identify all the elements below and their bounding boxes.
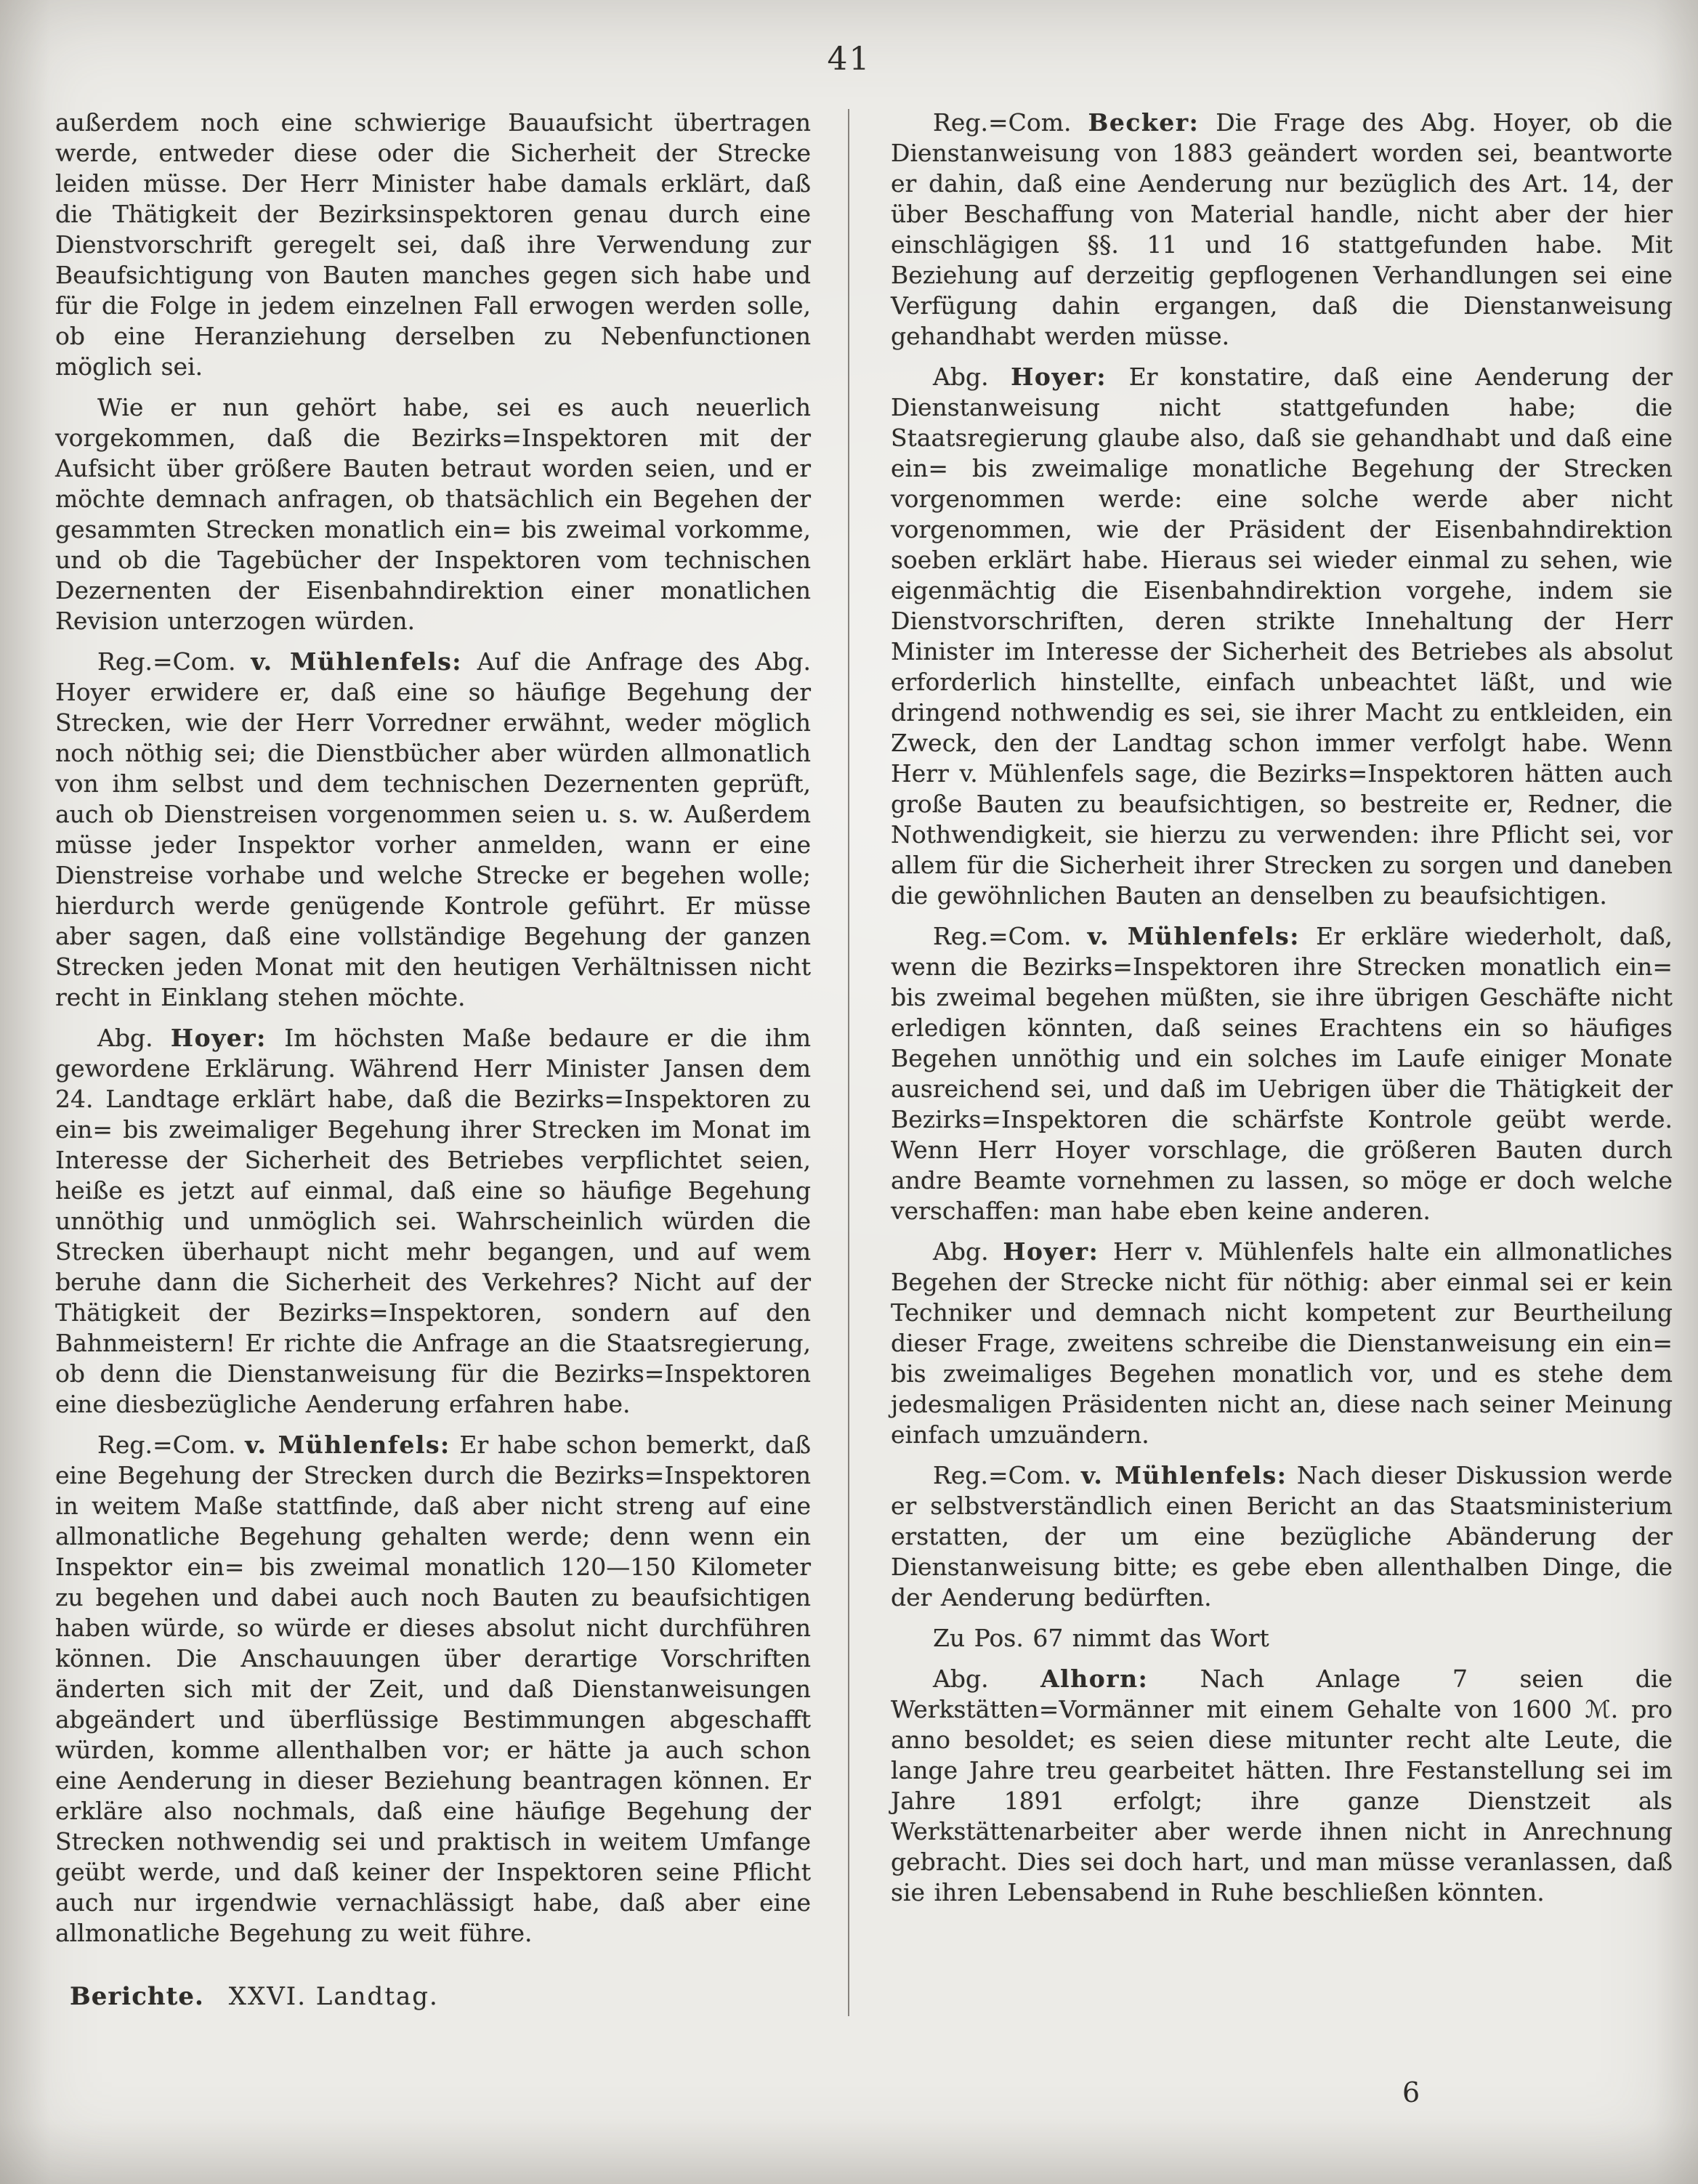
speaker-prefix: Reg.=Com. [933, 108, 1088, 137]
speaker-name: v. Mühlenfels: [1087, 922, 1300, 950]
page-number: 41 [827, 41, 871, 78]
paragraph: Abg. Hoyer: Herr v. Mühlenfels halte ein allmonatliches Begehen der Strecke nicht für nöthig: aber einmal sei er kein Techniker und demnach nicht kompetent zur Beurtheilung dieser Frage, zweitens schreibe die Dienstanweisung ein ein= bis zweimaliges Begehen monatlich vor, und es stehe dem jedesmaligen Präsidenten nicht an, diese nach seiner Meinung einfach umzuändern. [891, 1237, 1673, 1449]
column-right [891, 108, 1673, 1918]
speaker-name: Hoyer: [170, 1024, 267, 1052]
footer-volume-line [70, 1982, 439, 2011]
speaker-prefix: Reg.=Com. [933, 922, 1088, 950]
paragraph: Abg. Alhorn: Nach Anlage 7 seien die Werkstätten=Vormänner mit einem Gehalte von 1600 ℳ. pro anno besoldet; es seien diese mitunter recht alte Leute, die lange Jahre treu gearbeitet hätten. Ihre Festanstellung sei im Jahre 1891 erfolgt; ihre ganze Dienstzeit als Werkstättenarbeiter aber werde ihnen nicht in Anrechnung gebracht. Dies sei doch hart, und man müsse veranlassen, daß sie ihren Lebensabend in Ruhe beschließen könnten. [891, 1665, 1673, 1906]
speaker-prefix: Reg.=Com. [933, 1461, 1082, 1489]
paragraph: Reg.=Com. Becker: Die Frage des Abg. Hoyer, ob die Dienstanweisung von 1883 geändert worden sei, beantworte er dahin, daß eine Aenderung nur bezüglich des Art. 14, der über Beschaffung von Material handle, nicht aber der hier einschlägigen §§. 11 und 16 stattgefunden habe. Mit Beziehung auf derzeitig gepflogenen Verhandlungen sei eine Verfügung dahin ergangen, daß die Dienstanweisung gehandhabt werden müsse. [891, 108, 1673, 350]
paragraph: Reg.=Com. v. Mühlenfels: Er erkläre wiederholt, daß, wenn die Bezirks=Inspektoren ihre Strecken monatlich ein= bis zweimal begehen müßten, sie ihre übrigen Geschäfte nicht erledigen könnten, daß seines Erachtens ein so häufiges Begehen unnöthig und ein solches im Laufe einiger Monate ausreichend sei, und daß im Uebrigen über die Thätigkeit der Bezirks=Inspektoren die schärfste Kontrole geübt werde. Wenn Herr Hoyer vorschlage, die größeren Bauten durch andre Beamte vornehmen zu lassen, so möge er doch welche verschaffen: man habe eben keine anderen. [891, 922, 1673, 1225]
paragraph: Abg. Hoyer: Im höchsten Maße bedaure er die ihm gewordene Erklärung. Während Herr Minister Jansen dem 24. Landtage erklärt habe, daß die Bezirks=Inspektoren zu ein= bis zweimaliger Begehung ihrer Strecken im Monat im Interesse der Sicherheit des Betriebes verpflichtet seien, heiße es jetzt auf einmal, daß eine so häufige Begehung unnöthig und unmöglich sei. Wahrscheinlich würden die Strecken überhaupt nicht mehr begangen, und auf wem beruhe dann die Sicherheit des Verkehres? Nicht auf der Thätigkeit der Bezirks=Inspektoren, sondern auf den Bahnmeistern! Er richte die Anfrage an die Staatsregierung, ob denn die Dienstanweisung für die Bezirks=Inspektoren eine diesbezügliche Aenderung erfahren habe. [55, 1024, 811, 1418]
speaker-prefix: Abg. [97, 1024, 171, 1052]
footer-session-label: XXVI. Landtag. [228, 1982, 439, 2011]
speaker-prefix: Reg.=Com. [97, 1431, 246, 1459]
speaker-name: Hoyer: [1011, 363, 1107, 391]
sheet-signature-number: 6 [1402, 2076, 1420, 2108]
speaker-prefix: Reg.=Com. [97, 647, 251, 676]
paragraph: Zu Pos. 67 nimmt das Wort [933, 1624, 1269, 1652]
speaker-name: v. Mühlenfels: [245, 1431, 450, 1459]
column-divider [848, 109, 849, 2016]
column-left [55, 108, 811, 1959]
paragraph: Reg.=Com. v. Mühlenfels: Er habe schon bemerkt, daß eine Begehung der Strecken durch die Bezirks=Inspektoren in weitem Maße stattfinde, daß aber nicht streng auf eine allmonatliche Begehung gehalten werde; denn wenn ein Inspektor ein= bis zweimal monatlich 120—150 Kilometer zu begehen und dabei auch noch Bauten zu beaufsichtigen haben würde, so würde er dieses absolut nicht durchführen können. Die Anschauungen über derartige Vorschriften änderten sich mit der Zeit, und daß Dienstanweisungen abgeändert und überflüssige Bestimmungen abgeschafft würden, komme allenthalben vor; er hätte ja auch schon eine Aenderung in dieser Beziehung beantragen können. Er erkläre also nochmals, daß eine häufige Begehung der Strecken nothwendig sei und praktisch in weitem Umfange geübt werde, und daß keiner der Inspektoren seine Pflicht auch nur irgendwie vernachlässigt habe, daß aber eine allmonatliche Begehung zu weit führe. [55, 1431, 812, 1947]
footer-series-label: Berichte. [70, 1982, 204, 2011]
speaker-prefix: Abg. [933, 363, 1011, 391]
paragraph: Wie er nun gehört habe, sei es auch neuerlich vorgekommen, daß die Bezirks=Inspektoren mit der Aufsicht über größere Bauten betraut worden seien, und er möchte demnach anfragen, ob thatsächlich ein Begehen der gesammten Strecken monatlich ein= bis zweimal vorkomme, und ob die Tagebücher der Inspektoren vom technischen Dezernenten der Eisenbahndirektion einer monatlichen Revision unterzogen würden. [55, 393, 811, 635]
paragraph: Abg. Hoyer: Er konstatire, daß eine Aenderung der Dienstanweisung nicht stattgefunden habe; die Staatsregierung glaube also, daß sie gehandhabt und daß eine ein= bis zweimalige monatliche Begehung der Strecken vorgenommen werde: eine solche werde aber nicht vorgenommen, wie der Präsident der Eisenbahndirektion soeben erklärt habe. Hieraus sei wieder einmal zu sehen, wie eigenmächtig die Eisenbahndirektion vorgehe, indem sie Dienstvorschriften, deren strikte Innehaltung der Herr Minister im Interesse der Sicherheit des Betriebes als absolut erforderlich hinstellte, einfach unbeachtet läßt, und wie dringend nothwendig es sei, sie ihrer Macht zu entkleiden, ein Zweck, den der Landtag schon immer verfolgt habe. Wenn Herr v. Mühlenfels sage, die Bezirks=Inspektoren hätten auch große Bauten zu beaufsichtigen, so bestreite er, Redner, die Nothwendigkeit, sie hierzu zu verwenden: ihre Pflicht sei, vor allem für die Sicherheit ihrer Strecken zu sorgen und daneben die gewöhnlichen Bauten an denselben zu beaufsichtigen. [891, 363, 1673, 910]
speaker-prefix: Abg. [933, 1237, 1003, 1266]
paragraph: außerdem noch eine schwierige Bauaufsicht übertragen werde, entweder diese oder die Sicherheit der Strecke leiden müsse. Der Herr Minister habe damals erklärt, daß die Thätigkeit der Bezirksinspektoren genau durch eine Dienstvorschrift geregelt sei, daß ihre Verwendung zur Beaufsichtigung von Bauten manches gegen sich habe und für die Folge in jedem einzelnen Fall erwogen werden solle, ob eine Heranziehung derselben zu Nebenfunctionen möglich sei. [55, 108, 811, 381]
paragraph: Reg.=Com. v. Mühlenfels: Auf die Anfrage des Abg. Hoyer erwidere er, daß eine so häufige Begehung der Strecken, wie der Herr Vorredner erwähnt, weder möglich noch nöthig sei; die Dienstbücher aber würden allmonatlich von ihm selbst und dem technischen Dezernenten geprüft, auch ob Dienstreisen vorgenommen seien u. s. w. Außerdem müsse jeder Inspektor vorher anmelden, wann er eine Dienstreise vorhabe und welche Strecke er begehen wolle; hierdurch werde genügende Kontrole geführt. Er müsse aber sagen, daß eine vollständige Begehung der ganzen Strecken jeden Monat mit den heutigen Verhältnissen nicht recht in Einklang stehen möchte. [55, 647, 811, 1011]
speaker-name: Becker: [1088, 108, 1200, 137]
speaker-prefix: Abg. [933, 1665, 1041, 1693]
speaker-name: v. Mühlenfels: [1081, 1461, 1287, 1489]
paragraph: Reg.=Com. v. Mühlenfels: Nach dieser Diskussion werde er selbstverständlich einen Bericht an das Staatsministerium erstatten, der um eine bezügliche Abänderung der Dienstanweisung bitte; es gebe eben allenthalben Dinge, die der Aenderung bedürften. [891, 1461, 1673, 1611]
speaker-name: Hoyer: [1003, 1237, 1099, 1266]
speaker-name: v. Mühlenfels: [251, 647, 462, 676]
speaker-name: Alhorn: [1040, 1665, 1149, 1693]
